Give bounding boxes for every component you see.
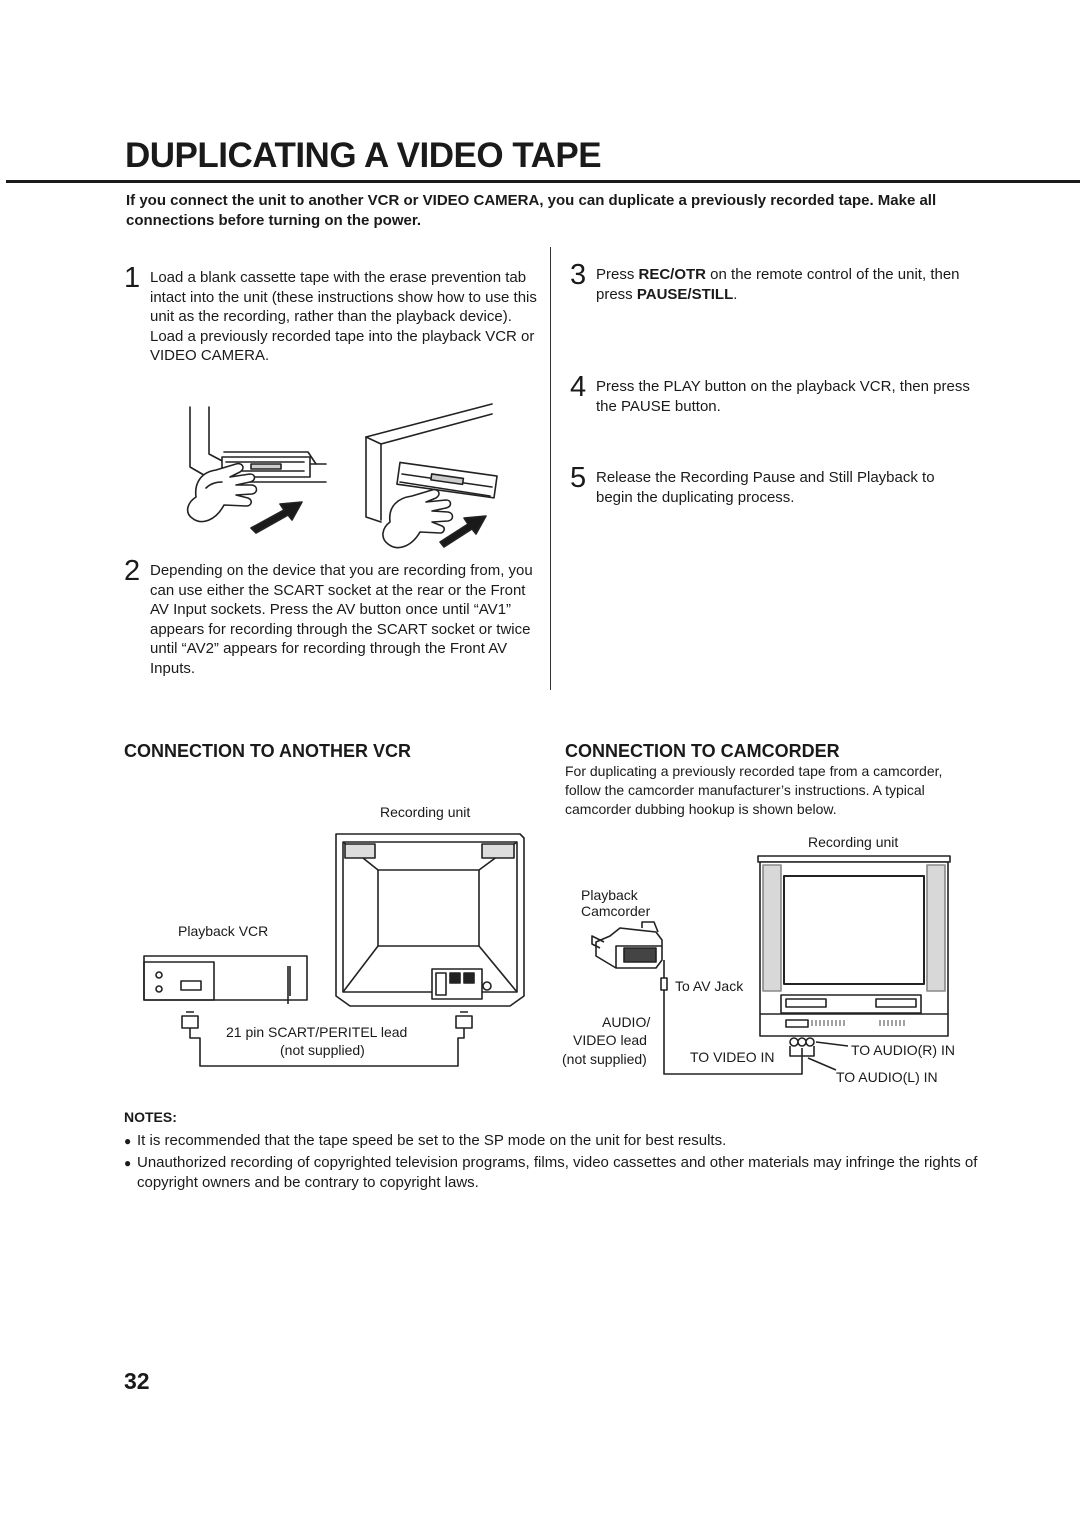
step-1 bbox=[124, 262, 538, 366]
to-video-in-label: TO VIDEO IN bbox=[690, 1049, 775, 1065]
page-title: DUPLICATING A VIDEO TAPE bbox=[125, 136, 602, 175]
camcorder-connection-diagram bbox=[580, 852, 955, 1076]
note-1 bbox=[124, 1131, 984, 1151]
step-text-2: Load a previously recorded tape into the playback VCR or VIDEO CAMERA. bbox=[150, 327, 535, 364]
step-number: 1 bbox=[124, 262, 141, 294]
vcr-connection-diagram bbox=[140, 826, 530, 1070]
section-heading-camcorder: CONNECTION TO CAMCORDER bbox=[565, 741, 840, 761]
bullet-icon: ● bbox=[124, 1156, 132, 1170]
step-4 bbox=[570, 371, 975, 416]
playback-label: Playback bbox=[581, 887, 638, 903]
title-rule bbox=[6, 180, 1080, 183]
recording-unit-label: Recording unit bbox=[380, 804, 471, 820]
step-text: Load a blank cassette tape with the erase prevention tab intact into the unit (these instructions show how to use this unit as the recording, rather than the playback device). bbox=[150, 269, 537, 325]
step-number: 2 bbox=[124, 555, 141, 587]
intro-text: If you connect the unit to another VCR or VIDEO CAMERA, you can duplicate a previously recorded tape. Make all connections before turning on the power. bbox=[126, 192, 937, 229]
page-number: 32 bbox=[124, 1368, 150, 1394]
to-audio-r-label: TO AUDIO(R) IN bbox=[851, 1042, 955, 1058]
to-av-jack-label: To AV Jack bbox=[675, 978, 744, 994]
av-lead-label-2: VIDEO lead bbox=[573, 1032, 647, 1048]
step-number: 4 bbox=[570, 371, 587, 403]
scart-lead-label: 21 pin SCART/PERITEL lead bbox=[226, 1024, 408, 1040]
note-text: It is recommended that the tape speed be set to the SP mode on the unit for best results. bbox=[137, 1132, 727, 1149]
recording-unit-label: Recording unit bbox=[808, 834, 899, 850]
step-5 bbox=[570, 462, 975, 507]
note-2 bbox=[124, 1153, 984, 1193]
av-lead-note: (not supplied) bbox=[562, 1051, 647, 1067]
cassette-insert-illustration bbox=[176, 402, 496, 554]
column-divider bbox=[550, 247, 551, 690]
camcorder-intro-text: For duplicating a previously recorded tape from a camcorder, follow the camcorder manufacturer’s instructions. A typical camcorder dubbing hookup is shown below. bbox=[565, 763, 943, 817]
camcorder-label: Camcorder bbox=[581, 903, 651, 919]
key-pause-still: PAUSE/STILL bbox=[636, 285, 734, 303]
step-text: Press REC/OTR on the remote control of the unit, then press PAUSE/STILL. bbox=[596, 266, 960, 303]
to-audio-l-label: TO AUDIO(L) IN bbox=[836, 1069, 938, 1085]
av-lead-label-1: AUDIO/ bbox=[602, 1014, 651, 1030]
step-3 bbox=[570, 259, 975, 304]
key-rec-otr: REC/OTR bbox=[638, 266, 707, 283]
notes-heading: NOTES: bbox=[124, 1109, 177, 1125]
step-text: Depending on the device that you are recording from, you can use either the SCART socket at the rear or the Front AV Input sockets. Press the AV button once until “AV1” appears for recording through the SCART socket or twice until “AV2” appears for recording through the Front AV Inputs. bbox=[150, 562, 533, 677]
section-heading-vcr: CONNECTION TO ANOTHER VCR bbox=[124, 741, 412, 761]
step-2 bbox=[124, 555, 538, 678]
scart-lead-note: (not supplied) bbox=[280, 1042, 365, 1058]
bullet-icon: ● bbox=[124, 1134, 132, 1148]
note-text: Unauthorized recording of copyrighted television programs, films, video cassettes and other materials may infringe the rights of copyright owners and be contrary to copyright laws. bbox=[137, 1154, 978, 1191]
step-text: Release the Recording Pause and Still Playback to begin the duplicating process. bbox=[596, 469, 935, 506]
step-number: 3 bbox=[570, 259, 587, 291]
step-text: Press the PLAY button on the playback VCR, then press the PAUSE button. bbox=[596, 378, 970, 415]
step-number: 5 bbox=[570, 462, 587, 494]
playback-vcr-label: Playback VCR bbox=[178, 923, 269, 939]
